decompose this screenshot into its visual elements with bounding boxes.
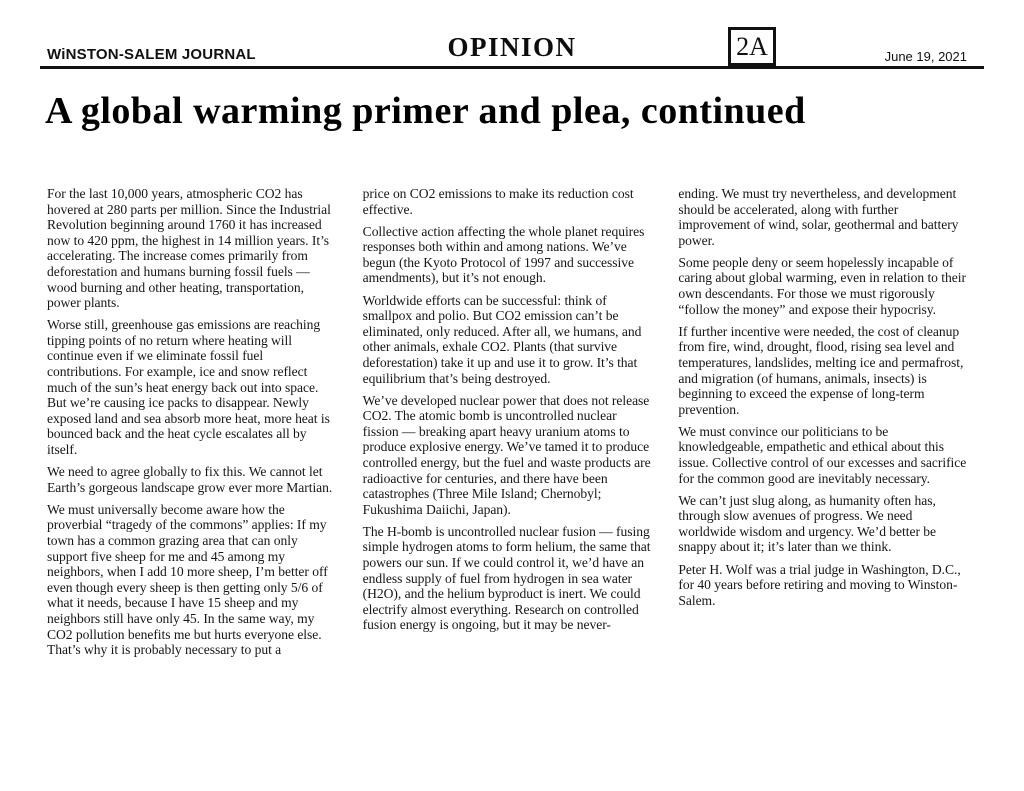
article-paragraph: Some people deny or seem hopelessly incapable of caring about global warming, even in relation to their own descendants. For those we must rigorously “follow the money” and expose their hypocrisy.	[678, 254, 966, 317]
article-paragraph: We’ve developed nuclear power that does not release CO2. The atomic bomb is uncontrolled nuclear fission — breaking apart heavy uranium atoms to produce explosive energy. We’ve tamed it to produce controlled energy, but the fuel and waste products are radioactive for centuries, and there have been catastrophes (Three Mile Island; Chernobyl; Fukushima Daiichi, Japan).	[362, 392, 651, 517]
article-paragraph: price on CO2 emissions to make its reduction cost effective.	[362, 186, 634, 217]
article-paragraph: We must universally become aware how the proverbial “tragedy of the commons” applies: If my town has a common grazing area that can only support five sheep for me and 45 among my neighbors, when I add 10 more sheep, I’m better off even though every sheep is then getting only 5/6 of what it needs, because I have 15 sheep and my neighbors still have only 45. In the same way, my CO2 pollution benefits me but hurts everyone else. That’s why it is probably necessary to put a	[47, 501, 328, 658]
article-paragraph: Worse still, greenhouse gas emissions are reaching tipping points of no return where heating will continue even if we eliminate fossil fuel contributions. For example, ice and snow reflect much of the sun’s heat energy back out into space. But we’re causing ice packs to disappear. Newly exposed land and sea absorb more heat, more heat is bounced back and the heat cycle escalates all by itself.	[47, 317, 330, 457]
issue-date: June 19, 2021	[884, 49, 967, 64]
section-title: OPINION	[447, 32, 577, 62]
article-paragraph: For the last 10,000 years, atmospheric CO2 has hovered at 280 parts per million. Since the Industrial Revolution beginning around 1760 it has increased now to 420 ppm, the highest in 14 million years. It’s accelerating. The increase comes primarily from deforestation and humans burning fossil fuels — wood burning and other heating, transportation, power plants.	[47, 186, 331, 311]
masthead-rule	[40, 66, 984, 69]
article-paragraph: The H-bomb is uncontrolled nuclear fusion — fusing simple hydrogen atoms to form helium, the same that powers our sun. If we could control it, we’d have an endless supply of fuel from hydrogen in sea water (H2O), and the helium byproduct is inert. We could electrify almost everything. Research on controlled fusion energy is ongoing, but it may be never-	[362, 523, 651, 633]
article-paragraph: We must convince our politicians to be knowledgeable, empathetic and ethical about this issue. Collective control of our excesses and sacrifice for the common good are inevitably necessary.	[678, 423, 967, 486]
article-paragraph: ending. We must try nevertheless, and development should be accelerated, along with further improvement of wind, solar, geothermal and battery power.	[678, 186, 959, 248]
headline: A global warming primer and plea, continued	[45, 90, 806, 132]
column-3	[678, 186, 971, 664]
article-paragraph: If further incentive were needed, the cost of cleanup from fire, wind, drought, flood, rising sea level and temperatures, landslides, melting ice and permafrost, and migration (of humans, animals, insects) is beginning to exceed the expense of long-term prevention.	[678, 323, 964, 417]
column-2	[363, 186, 656, 664]
article-paragraph: Collective action affecting the whole planet requires responses both within and among nations. We’ve begun (the Kyoto Protocol of 1997 and successive amendments), but it’s not enough.	[362, 223, 645, 286]
newspaper-name: WiNSTON-SALEM JOURNAL	[47, 46, 256, 63]
column-1	[47, 186, 340, 664]
page-number-box	[728, 27, 776, 66]
article-paragraph: Worldwide efforts can be successful: think of smallpox and polio. But CO2 emission can’t be eliminated, only reduced. After all, we humans, and other animals, exhale CO2. Plants (that survive deforestation) take it up and use it to grow. It’s that equilibrium that’s being destroyed.	[362, 292, 642, 386]
article-body	[47, 186, 971, 664]
article-paragraph: We can’t just slug along, as humanity often has, through slow avenues of progress. We need worldwide wisdom and urgency. We’d better be snappy about it; it’s later than we think.	[678, 492, 937, 555]
article-paragraph: We need to agree globally to fix this. We cannot let Earth’s gorgeous landscape grow ever more Martian.	[47, 464, 333, 495]
page-number: 2A	[736, 31, 768, 61]
author-byline: Peter H. Wolf was a trial judge in Washington, D.C., for 40 years before retiring and moving to Winston-Salem.	[678, 561, 961, 608]
